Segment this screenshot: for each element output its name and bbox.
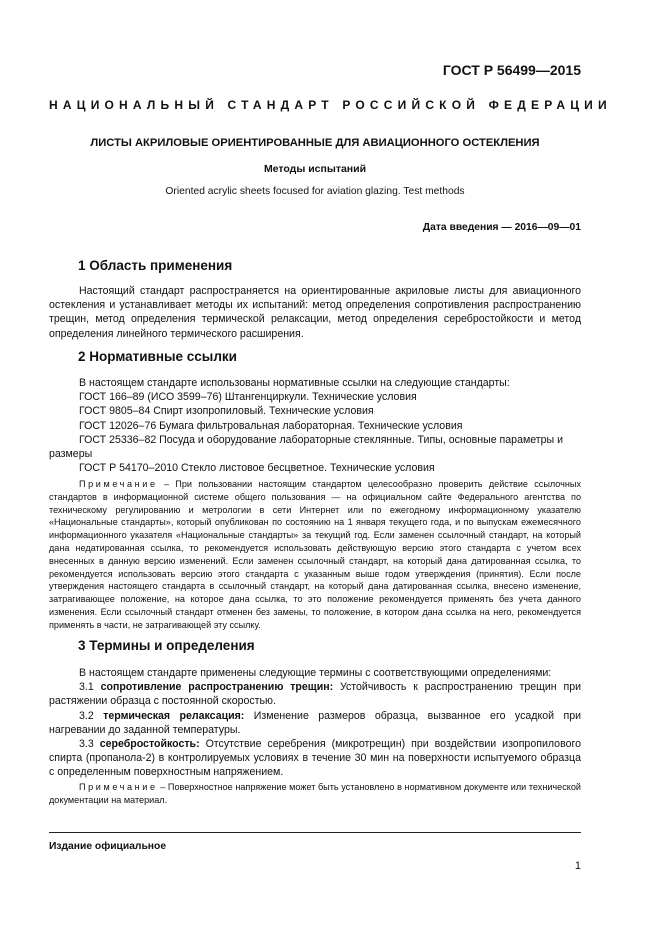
note-label: Примечание bbox=[79, 782, 158, 792]
reference-item: ГОСТ 9805–84 Спирт изопропиловый. Технические условия bbox=[79, 405, 374, 418]
section-1-text: Настоящий стандарт распространяется на ориентированные акриловые листы для авиационного остекления и устанавливает методы их испытаний: метод определения сопротивления распространению трещин, метод определения термической релаксации, метод определения серебростойкости и метод определения линейного термического расширения. bbox=[49, 285, 581, 340]
section-1-body bbox=[49, 284, 581, 341]
official-edition: Издание официальное bbox=[49, 841, 167, 852]
section-1-heading: 1 Область применения bbox=[78, 258, 233, 273]
references-list bbox=[49, 376, 581, 475]
reference-item: ГОСТ 25336–82 Посуда и оборудование лабораторные стеклянные. Типы, основные параметры и размеры bbox=[49, 433, 564, 461]
term-name: серебростойкость: bbox=[99, 738, 200, 751]
reference-item: ГОСТ 166–89 (ИСО 3599–76) Штангенциркули. Технические условия bbox=[79, 391, 417, 404]
page-number: 1 bbox=[574, 860, 581, 872]
document-subtitle: Методы испытаний bbox=[263, 163, 367, 175]
reference-item: ГОСТ 12026–76 Бумага фильтровальная лабораторная. Технические условия bbox=[79, 419, 463, 432]
term-item bbox=[49, 709, 581, 737]
national-standard-banner: НАЦИОНАЛЬНЫЙ СТАНДАРТ РОССИЙСКОЙ ФЕДЕРАЦИИ bbox=[49, 98, 612, 112]
term-name: сопротивление распространению трещин: bbox=[100, 681, 334, 694]
term-number: 3.1 bbox=[79, 681, 101, 694]
note-text: – При пользовании настоящим стандартом целесообразно проверить действие ссылочных стандартов в информационной системе общего пользования — на официальном сайте Федерального агентства по техническому регулированию и метрологии в сети Интернет или по ежегодному информационному указателю «Национальные стандарты», который опубликован по состоянию на 1 января текущего года, и по выпускам ежемесячного информационного указателя «Национальные стандарты» за текущий год. Если заменен ссылочный стандарт, на который дана недатированная ссылка, то рекомендуется использовать действующую версию этого стандарта с учетом всех внесенных в данную версию изменений. Если заменен ссылочный стандарт, на который дана датированная ссылка, то рекомендуется использовать версию этого стандарта с указанным выше годом утверждения (принятия). Если после утверждения настоящего стандарта в ссылочный стандарт, на который дана датированная ссылка, внесено изменение, затрагивающее положение, на которое дана ссылка, то это положение рекомендуется применять без учета данного изменения. Если ссылочный стандарт отменен без замены, то положение, в котором дана ссылка на него, рекомендуется применять в части, не затрагивающей эту ссылку. bbox=[49, 479, 581, 630]
term-definition: Изменение размеров образца, вызванное его усадкой при нагревании до заданной температуры. bbox=[49, 709, 582, 736]
section-2-heading: 2 Нормативные ссылки bbox=[78, 349, 237, 364]
standard-code: ГОСТ Р 56499—2015 bbox=[442, 62, 581, 78]
terms-intro: В настоящем стандарте применены следующие термины с соответствующими определениями: bbox=[79, 667, 552, 679]
introduction-date: Дата введения — 2016—09—01 bbox=[422, 222, 581, 233]
term-definition: Устойчивость к распространению трещин при растяжении образца с постоянной скоростью. bbox=[49, 681, 582, 708]
term-name: термическая релаксация: bbox=[103, 709, 245, 722]
references-intro: В настоящем стандарте использованы нормативные ссылки на следующие стандарты: bbox=[79, 377, 510, 389]
document-title: ЛИСТЫ АКРИЛОВЫЕ ОРИЕНТИРОВАННЫЕ ДЛЯ АВИАЦИОННОГО ОСТЕКЛЕНИЯ bbox=[90, 137, 540, 149]
footer-divider bbox=[49, 832, 581, 833]
term-number: 3.3 bbox=[79, 738, 100, 751]
term-item bbox=[49, 737, 581, 780]
reference-item: ГОСТ Р 54170–2010 Стекло листовое бесцветное. Технические условия bbox=[79, 462, 435, 475]
section-3-heading: 3 Термины и определения bbox=[78, 638, 255, 653]
english-title: Oriented acrylic sheets focused for aviation glazing. Test methods bbox=[165, 186, 465, 197]
section-2-note bbox=[49, 478, 581, 632]
note-text: – Поверхностное напряжение может быть установлено в нормативном документе или технической документации на материал. bbox=[49, 782, 581, 805]
section-3-body bbox=[49, 666, 581, 780]
term-item bbox=[49, 680, 581, 708]
note-label: Примечание bbox=[79, 479, 158, 489]
term-number: 3.2 bbox=[79, 709, 104, 722]
term-definition: Отсутствие серебрения (микротрещин) при воздействии изопропилового спирта (пропанола-2) в контролируемых условиях в течение 30 мин на поверхности испытуемого образца с определенным поверхностным напряжением. bbox=[49, 738, 581, 779]
section-3-note bbox=[49, 781, 581, 807]
